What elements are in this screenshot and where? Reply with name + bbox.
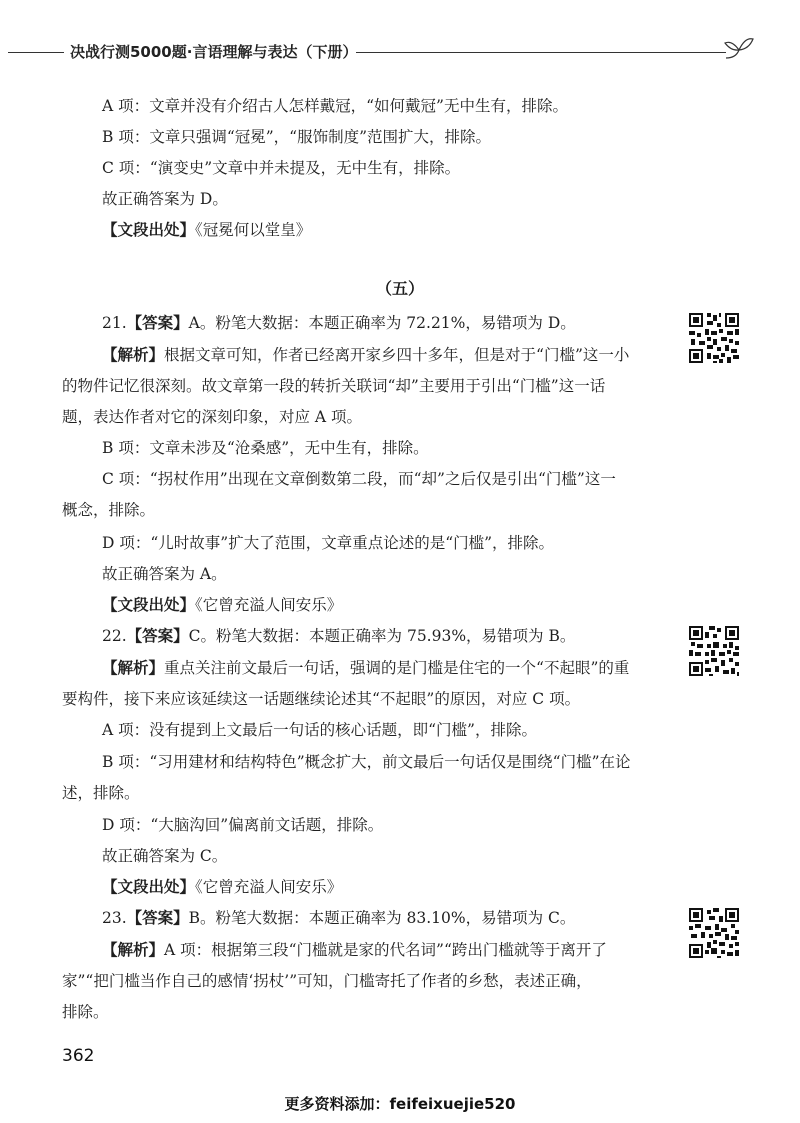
analysis-text: 重点关注前文最后一句话，强调的是门槛是住宅的一个“不起眼”的重 — [164, 659, 630, 677]
footer-note: 更多资料添加：feifeixuejie520 — [284, 1095, 516, 1113]
text-line: 故正确答案为 A。 — [102, 565, 227, 583]
header-rule-right — [356, 52, 726, 53]
answer-line — [102, 908, 575, 928]
text-line: B 项：文章未涉及“沧桑感”，无中生有，排除。 — [102, 439, 429, 457]
question-number: 22. — [102, 627, 127, 645]
analysis-line — [102, 658, 629, 678]
analysis-line — [102, 940, 607, 960]
header-title: 决战行测5000题·言语理解与表达（下册） — [70, 43, 358, 61]
source-text: 《它曾充溢人间安乐》 — [195, 596, 343, 614]
analysis-label: 【解析】 — [102, 941, 165, 959]
page-number: 362 — [62, 1046, 95, 1066]
source-line — [102, 877, 342, 897]
running-header — [0, 40, 800, 64]
answer-line — [102, 313, 576, 333]
qr-code-icon[interactable] — [687, 311, 741, 365]
answer-text: C。粉笔大数据：本题正确率为 75.93%，易错项为 B。 — [188, 627, 576, 645]
text-line: 故正确答案为 D。 — [102, 190, 228, 208]
source-text: 《它曾充溢人间安乐》 — [195, 878, 343, 896]
source-text: 《冠冕何以堂皇》 — [195, 221, 312, 239]
text-line: 概念，排除。 — [62, 501, 156, 519]
analysis-text: 根据文章可知，作者已经离开家乡四十多年，但是对于“门槛”这一小 — [164, 346, 630, 364]
text-line: 要构件，接下来应该延续这一话题继续论述其“不起眼”的原因，对应 C 项。 — [62, 690, 581, 708]
qr-code-icon[interactable] — [687, 624, 741, 678]
analysis-label: 【解析】 — [102, 346, 165, 364]
text-line: B 项：文章只强调“冠冕”，“服饰制度”范围扩大，排除。 — [102, 128, 492, 146]
text-line: 述，排除。 — [62, 784, 140, 802]
source-label: 【文段出处】 — [102, 221, 196, 239]
qr-code-icon[interactable] — [687, 906, 741, 960]
section-title: （五） — [375, 279, 424, 298]
analysis-label: 【解析】 — [102, 659, 165, 677]
text-line: 排除。 — [62, 1003, 109, 1021]
text-line: 题，表达作者对它的深刻印象，对应 A 项。 — [62, 408, 363, 426]
text-line: C 项：“拐杖作用”出现在文章倒数第二段，而“却”之后仅是引出“门槛”这一 — [102, 470, 616, 488]
text-line: 家”“把门槛当作自己的感情‘拐杖’”可知，门槛寄托了作者的乡愁，表述正确， — [62, 972, 592, 990]
analysis-line — [102, 345, 629, 365]
answer-label: 【答案】 — [126, 627, 189, 645]
answer-label: 【答案】 — [126, 909, 189, 927]
text-line: C 项：“演变史”文章中并未提及，无中生有，排除。 — [102, 159, 461, 177]
text-line: 故正确答案为 C。 — [102, 847, 228, 865]
text-line: A 项：文章并没有介绍古人怎样戴冠，“如何戴冠”无中生有，排除。 — [102, 97, 568, 115]
source-label: 【文段出处】 — [102, 878, 196, 896]
header-rule-left — [8, 52, 64, 53]
source-line — [102, 220, 311, 240]
analysis-text: A 项：根据第三段“门槛就是家的代名词”“跨出门槛就等于离开了 — [164, 941, 607, 959]
question-number: 23. — [102, 909, 127, 927]
sprout-icon — [722, 34, 756, 62]
source-line — [102, 595, 342, 615]
text-line: D 项：“儿时故事”扩大了范围，文章重点论述的是“门槛”，排除。 — [102, 534, 555, 552]
text-line: B 项：“习用建材和结构特色”概念扩大，前文最后一句话仅是围绕“门槛”在论 — [102, 753, 631, 771]
answer-label: 【答案】 — [126, 314, 189, 332]
source-label: 【文段出处】 — [102, 596, 196, 614]
answer-text: A。粉笔大数据：本题正确率为 72.21%，易错项为 D。 — [188, 314, 576, 332]
text-line: A 项：没有提到上文最后一句话的核心话题，即“门槛”，排除。 — [102, 721, 537, 739]
answer-line — [102, 626, 575, 646]
text-line: 的物件记忆很深刻。故文章第一段的转折关联词“却”主要用于引出“门槛”这一话 — [62, 377, 606, 395]
text-line: D 项：“大脑沟回”偏离前文话题，排除。 — [102, 816, 384, 834]
question-number: 21. — [102, 314, 127, 332]
answer-text: B。粉笔大数据：本题正确率为 83.10%，易错项为 C。 — [188, 909, 576, 927]
